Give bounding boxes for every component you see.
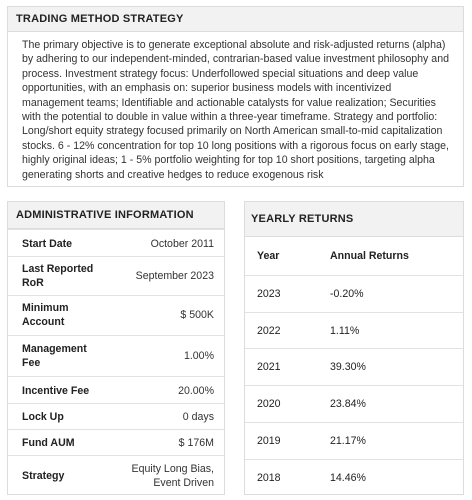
admin-value: $ 500K bbox=[180, 309, 214, 321]
return-cell: 21.17% bbox=[330, 435, 366, 447]
admin-row-minimum-account bbox=[8, 295, 224, 335]
admin-value: $ 176M bbox=[178, 437, 214, 449]
admin-row-management-fee bbox=[8, 335, 224, 376]
admin-row-fund-aum bbox=[8, 429, 224, 455]
admin-label: Minimum Account bbox=[22, 302, 69, 328]
admin-label: Start Date bbox=[22, 238, 73, 250]
admin-row-strategy bbox=[8, 455, 224, 496]
admin-row-start-date bbox=[8, 229, 224, 256]
yearly-returns-panel bbox=[244, 201, 464, 495]
return-cell: -0.20% bbox=[330, 288, 364, 300]
return-cell: 23.84% bbox=[330, 398, 366, 410]
admin-row-lock-up bbox=[8, 403, 224, 429]
year-cell: 2018 bbox=[257, 471, 281, 484]
yearly-returns-title: YEARLY RETURNS bbox=[245, 202, 463, 237]
admin-value: September 2023 bbox=[135, 270, 214, 282]
admin-label: Last Reported RoR bbox=[22, 263, 94, 289]
table-row bbox=[245, 459, 463, 495]
return-cell: 14.46% bbox=[330, 471, 366, 484]
table-row bbox=[245, 348, 463, 385]
year-cell: 2023 bbox=[257, 288, 281, 300]
table-row bbox=[245, 422, 463, 459]
table-row bbox=[245, 312, 463, 348]
return-cell: 39.30% bbox=[330, 361, 366, 373]
admin-value: 0 days bbox=[182, 411, 214, 423]
year-cell: 2022 bbox=[257, 324, 281, 337]
admin-row-incentive-fee bbox=[8, 376, 224, 403]
admin-label: Strategy bbox=[22, 470, 65, 482]
year-cell: 2021 bbox=[257, 361, 281, 373]
year-cell: 2019 bbox=[257, 435, 281, 447]
table-row bbox=[245, 385, 463, 422]
admin-row-last-reported-ror bbox=[8, 256, 224, 295]
admin-label: Lock Up bbox=[22, 411, 64, 423]
strategy-panel bbox=[7, 6, 464, 187]
admin-info-title: ADMINISTRATIVE INFORMATION bbox=[8, 202, 224, 229]
admin-label: Incentive Fee bbox=[22, 385, 90, 397]
strategy-title: TRADING METHOD STRATEGY bbox=[8, 7, 463, 32]
admin-info-panel bbox=[7, 201, 225, 495]
admin-value: 20.00% bbox=[178, 385, 214, 397]
admin-value: 1.00% bbox=[183, 350, 214, 362]
admin-value: October 2011 bbox=[150, 238, 214, 250]
admin-label: Fund AUM bbox=[22, 437, 75, 449]
admin-label: Management Fee bbox=[22, 343, 87, 369]
strategy-text: The primary objective is to generate exceptional absolute and risk-adjusted returns (alpha) by adhering to our independent-minded, contrarian-based value investment philosophy and process. Investment strategy focus: Underfollowed special situations and deep value opportunities, with an emphasis on: superior business models with incentivized management teams; Identifiable and actionable catalysts for value realization; Securities with the potential to double in value within a three-year timeframe. Strategy and portfolio: Long/short equity strategy focused primarily on North American small-to-mid capitalization stocks. 6 - 12% concentration for top 10 long positions with a rigorous focus on early stage, highly original ideas; 1 - 5% portfolio weighting for top 10 short positions, targeting alpha generating shorts and creative hedges to reduce exogenous risk bbox=[22, 39, 449, 181]
returns-table-header bbox=[245, 237, 463, 275]
year-cell: 2020 bbox=[257, 398, 281, 410]
column-header-annual-returns: Annual Returns bbox=[330, 250, 409, 262]
return-cell: 1.11% bbox=[330, 324, 360, 337]
admin-value: Equity Long Bias, Event Driven bbox=[131, 463, 214, 489]
table-row bbox=[245, 275, 463, 312]
column-header-year: Year bbox=[257, 250, 280, 262]
